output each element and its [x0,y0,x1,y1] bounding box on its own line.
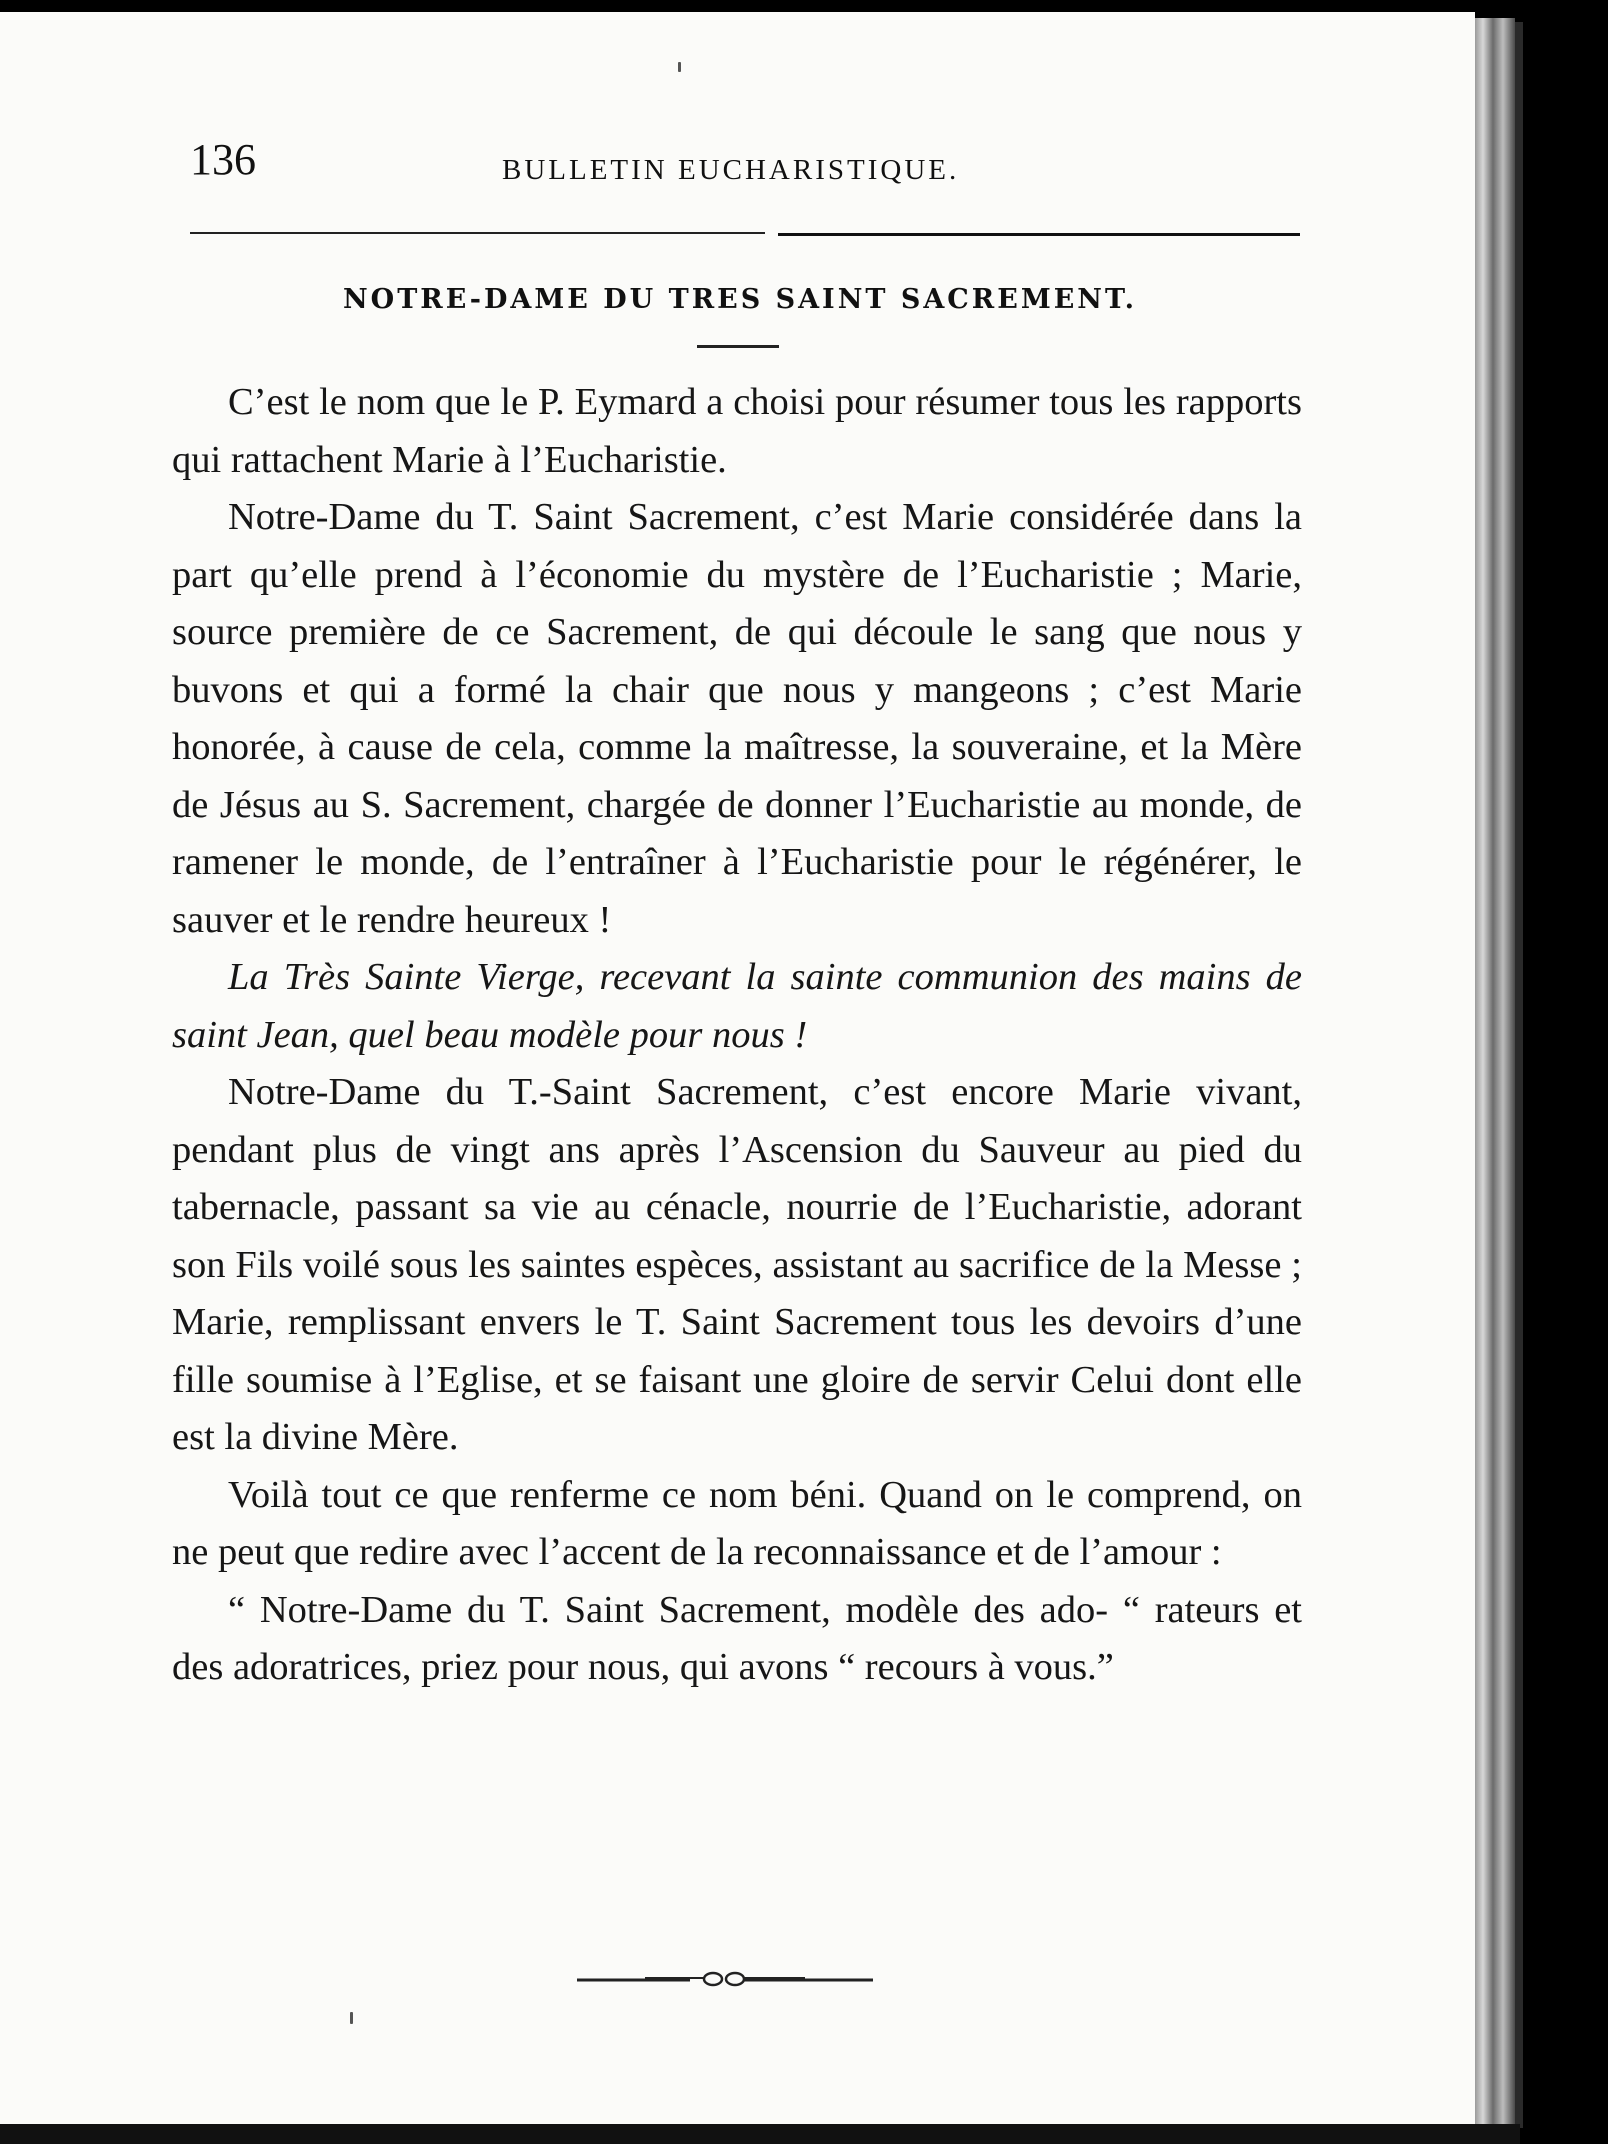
paragraph-italic-communion: La Très Sainte Vierge, recevant la sainte communion des mains de saint Jean, quel beau modèle pour nous ! [172,956,1302,1056]
article-body [172,374,1302,1697]
article-title: NOTRE-DAME DU TRES SAINT SACREMENT. [343,284,1137,315]
book-edge [1475,18,1515,2128]
scan-bottom-border [0,2124,1520,2144]
book-edge-shadow [1515,22,1523,2128]
running-head [190,134,1300,194]
journal-title: BULLETIN EUCHARISTIQUE. [502,154,960,186]
book-page [0,12,1475,2124]
paragraph-prayer-quote: “ Notre-Dame du T. Saint Sacrement, modèle des ado- “ rateurs et des adoratrices, priez pour nous, qui avons “ recours à vous.” [172,1588,1302,1688]
paragraph-definition: Notre-Dame du T. Saint Sacrement, c’est Marie considérée dans la part qu’elle prend à l’économie du mystère de l’Eucharistie ; Marie, source première de ce Sacrement, de qui découle le sang que nous y buvons et qui a formé la chair que nous y mangeons ; c’est Marie honorée, à cause de cela, comme la maîtresse, la souveraine, et la Mère de Jésus au S. Sacrement, chargée de donner l’Eucharistie au monde, de ramener le monde, de l’entraîner à l’Eucharistie pour le régénérer, le sauver et le rendre heureux ! [172,496,1302,941]
end-ornament [575,1967,875,1991]
paragraph-cenacle: Notre-Dame du T.-Saint Sacrement, c’est encore Marie vivant, pendant plus de vingt ans après l’Ascension du Sauveur au pied du tabernacle, passant sa vie au cénacle, nourrie de l’Eucharistie, adorant son Fils voilé sous les saintes espèces, assistant au sacrifice de la Messe ; Marie, remplissant envers le T. Saint Sacrement tous les devoirs d’une fille soumise à l’Eglise, et se faisant une gloire de servir Celui dont elle est la divine Mère. [172,1071,1302,1458]
header-rule-right [778,233,1300,236]
paragraph-intro: C’est le nom que le P. Eymard a choisi pour résumer tous les rapports qui rattachent Marie à l’Eucharistie. [172,381,1302,481]
print-speck [678,62,681,72]
header-rule-left [190,232,765,234]
page-number: 136 [190,135,256,184]
paragraph-blessed-name: Voilà tout ce que renferme ce nom béni. Quand on le comprend, on ne peut que redire avec l’accent de la reconnaissance et de l’amour : [172,1473,1302,1573]
print-speck [350,2012,353,2024]
title-underline-dash [697,345,779,348]
